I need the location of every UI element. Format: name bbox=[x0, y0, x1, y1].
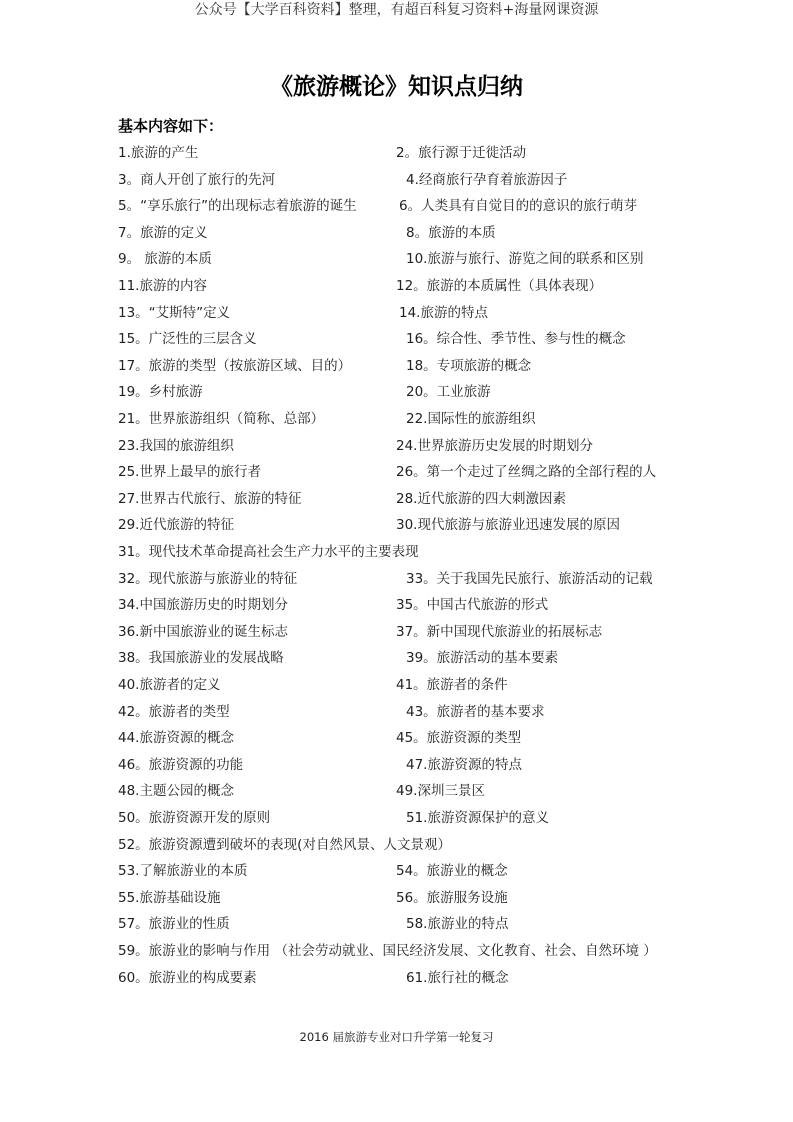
list-item: 37。新中国现代旅游业的拓展标志 bbox=[396, 623, 603, 640]
list-item: 11.旅游的内容 bbox=[118, 278, 207, 294]
list-item: 3。商人开创了旅行的先河 bbox=[118, 171, 276, 188]
list-row bbox=[0, 833, 793, 857]
list-row bbox=[0, 301, 793, 325]
list-item: 17。旅游的类型（按旅游区域、目的） bbox=[118, 357, 352, 374]
list-row bbox=[0, 966, 793, 990]
list-item: 47.旅游资源的特点 bbox=[406, 756, 522, 773]
list-row bbox=[0, 886, 793, 910]
list-row bbox=[0, 540, 793, 564]
list-item: 49.深圳三景区 bbox=[396, 783, 485, 800]
list-row bbox=[0, 194, 793, 218]
list-row bbox=[0, 646, 793, 670]
list-item: 34.中国旅游历史的时期划分 bbox=[118, 597, 288, 614]
list-row bbox=[0, 912, 793, 936]
list-item: 40.旅游者的定义 bbox=[118, 677, 221, 693]
list-row bbox=[0, 380, 793, 404]
list-row bbox=[0, 460, 793, 484]
page-footer: 2016 届旅游专业对口升学第一轮复习 bbox=[299, 1030, 494, 1044]
list-item: 52。旅游资源遭到破坏的表现(对自然风景、人文景观） bbox=[118, 836, 451, 853]
list-item: 36.新中国旅游业的诞生标志 bbox=[118, 623, 288, 640]
list-row bbox=[0, 753, 793, 777]
list-item: 27.世界古代旅行、旅游的特征 bbox=[118, 490, 302, 507]
list-item: 1.旅游的产生 bbox=[118, 145, 199, 161]
section-heading: 基本内容如下： bbox=[118, 117, 224, 135]
list-item: 56。旅游服务设施 bbox=[396, 889, 508, 906]
header-note: 公众号【大学百科资料】整理，有超百科复习资料+海量网课资源 bbox=[194, 2, 599, 18]
list-row bbox=[0, 221, 793, 245]
list-item: 38。我国旅游业的发展战略 bbox=[118, 650, 284, 667]
list-row bbox=[0, 593, 793, 617]
list-item: 18。专项旅游的概念 bbox=[406, 357, 532, 374]
list-item: 42。旅游者的类型 bbox=[118, 703, 230, 720]
list-item: 48.主题公园的概念 bbox=[118, 783, 234, 800]
list-item: 26。第一个走过了丝绸之路的全部行程的人 bbox=[396, 464, 657, 481]
list-row bbox=[0, 434, 793, 458]
list-item: 53.了解旅游业的本质 bbox=[118, 863, 248, 880]
list-item: 60。旅游业的构成要素 bbox=[118, 969, 257, 986]
list-item: 61.旅行社的概念 bbox=[406, 969, 509, 986]
list-row bbox=[0, 806, 793, 830]
list-item: 24.世界旅游历史发展的时期划分 bbox=[396, 437, 593, 454]
list-item: 51.旅游资源保护的意义 bbox=[406, 810, 549, 826]
list-row bbox=[0, 700, 793, 724]
list-item: 35。中国古代旅游的形式 bbox=[396, 597, 549, 614]
list-row bbox=[0, 939, 793, 963]
list-row bbox=[0, 168, 793, 192]
list-item: 43。旅游者的基本要求 bbox=[406, 703, 545, 720]
list-item: 31。现代技术革命提高社会生产力水平的主要表现 bbox=[118, 544, 419, 560]
list-item: 21。世界旅游组织（简称、总部） bbox=[118, 411, 325, 427]
list-item: 30.现代旅游与旅游业迅速发展的原因 bbox=[396, 517, 620, 534]
list-row bbox=[0, 407, 793, 431]
list-item: 50。旅游资源开发的原则 bbox=[118, 810, 271, 826]
list-item: 59。旅游业的影响与作用 （社会劳动就业、国民经济发展、文化教育、社会、自然环境 ） bbox=[118, 943, 657, 959]
list-item: 28.近代旅游的四大刺激因素 bbox=[396, 490, 566, 507]
list-item: 13。“艾斯特”定义 bbox=[118, 304, 231, 321]
list-item: 12。旅游的本质属性（具体表现） bbox=[396, 278, 603, 294]
list-item: 46。旅游资源的功能 bbox=[118, 756, 244, 773]
list-row bbox=[0, 247, 793, 271]
list-row bbox=[0, 673, 793, 697]
list-item: 10.旅游与旅行、游览之间的联系和区别 bbox=[406, 251, 644, 268]
list-item: 39。旅游活动的基本要素 bbox=[406, 650, 559, 667]
list-item: 33。关于我国先民旅行、旅游活动的记载 bbox=[406, 570, 653, 587]
list-item: 20。工业旅游 bbox=[406, 384, 491, 401]
list-item: 5。“享乐旅行”的出现标志着旅游的诞生 bbox=[118, 198, 357, 215]
list-item: 4.经商旅行孕育着旅游因子 bbox=[406, 171, 568, 188]
list-item: 15。广泛性的三层含义 bbox=[118, 331, 257, 348]
list-item: 23.我国的旅游组织 bbox=[118, 437, 234, 454]
page-title: 《旅游概论》知识点归纳 bbox=[270, 74, 523, 100]
list-row bbox=[0, 354, 793, 378]
list-item: 44.旅游资源的概念 bbox=[118, 730, 234, 747]
list-item: 16。综合性、季节性、参与性的概念 bbox=[406, 331, 626, 348]
list-row bbox=[0, 487, 793, 511]
list-item: 41。旅游者的条件 bbox=[396, 677, 508, 693]
list-row bbox=[0, 620, 793, 644]
list-row bbox=[0, 567, 793, 591]
list-item: 14.旅游的特点 bbox=[399, 304, 488, 321]
list-item: 7。旅游的定义 bbox=[118, 224, 208, 241]
list-row bbox=[0, 327, 793, 351]
list-item: 57。旅游业的性质 bbox=[118, 916, 230, 933]
list-row bbox=[0, 859, 793, 883]
list-item: 58.旅游业的特点 bbox=[406, 916, 509, 933]
list-item: 32。现代旅游与旅游业的特征 bbox=[118, 570, 298, 587]
list-item: 29.近代旅游的特征 bbox=[118, 517, 234, 534]
list-item: 2。旅行源于迁徙活动 bbox=[396, 145, 527, 161]
list-item: 54。旅游业的概念 bbox=[396, 863, 508, 880]
list-item: 9。 旅游的本质 bbox=[118, 251, 212, 268]
list-item: 19。乡村旅游 bbox=[118, 384, 203, 401]
list-item: 22.国际性的旅游组织 bbox=[406, 411, 536, 427]
list-item: 6。人类具有自觉目的的意识的旅行萌芽 bbox=[399, 198, 638, 215]
list-row bbox=[0, 726, 793, 750]
list-row bbox=[0, 274, 793, 298]
list-row bbox=[0, 779, 793, 803]
list-row bbox=[0, 141, 793, 165]
list-item: 45。旅游资源的类型 bbox=[396, 730, 522, 747]
list-item: 25.世界上最早的旅行者 bbox=[118, 464, 261, 481]
list-row bbox=[0, 513, 793, 537]
list-item: 8。旅游的本质 bbox=[406, 224, 496, 241]
list-item: 55.旅游基础设施 bbox=[118, 889, 221, 906]
